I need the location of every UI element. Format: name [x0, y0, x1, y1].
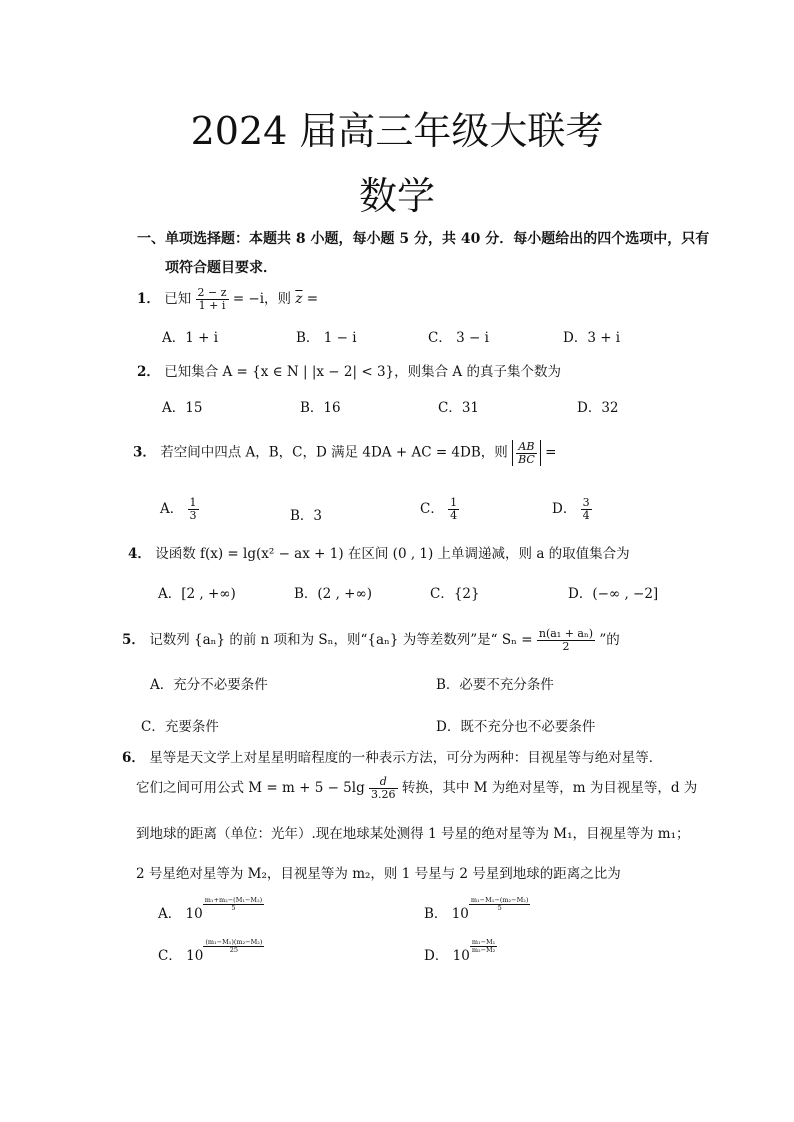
question-text: = — [545, 444, 557, 461]
question-number: 2． — [137, 364, 160, 380]
option-label: A． — [158, 906, 182, 922]
question-text: ”的 — [599, 632, 620, 648]
option-b[interactable]: B．16 — [300, 400, 341, 416]
fraction-numerator: m₁+m₂−(M₁−M₂) — [204, 896, 263, 905]
question-text: 已知 — [164, 291, 192, 307]
question-text: 它们之间可用公式 M = m + 5 − 5lg — [136, 780, 365, 796]
exam-title: 2024 届高三年级大联考 — [190, 109, 604, 153]
fraction-numerator: (m₁−M₁)(m₂−M₂) — [205, 938, 263, 947]
section-heading-line1: 一、单项选择题：本题共 8 小题，每小题 5 分，共 40 分．每小题给出的四个选项中，只有 — [137, 231, 710, 247]
fraction-denominator: 3.26 — [371, 788, 396, 801]
question-2 — [137, 360, 561, 380]
option-d[interactable]: D．(−∞ , −2] — [568, 586, 659, 602]
section-heading-line2: 项符合题目要求． — [165, 260, 277, 276]
question-6-line3: 到地球的距离（单位：光年）.现在地球某处测得 1 号星的绝对星等为 M₁，目视星等为 m₁； — [136, 826, 690, 842]
option-c[interactable]: C．{2} — [430, 586, 480, 602]
option-c[interactable]: C．31 — [438, 400, 480, 416]
fraction-denominator: m₂−M₂ — [471, 946, 496, 954]
option-label: C． — [420, 501, 444, 517]
fraction-denominator: 5 — [231, 904, 236, 912]
option-c[interactable]: C． 3 − i — [428, 330, 489, 346]
fraction-denominator: 25 — [229, 946, 239, 954]
option-b[interactable] — [424, 896, 530, 922]
question-6-line4: 2 号星绝对星等为 M₂，目视星等为 m₂，则 1 号星与 2 号星到地球的距离之比为 — [136, 866, 621, 882]
fraction-denominator: 4 — [582, 509, 590, 522]
question-text: 星等是天文学上对星星明暗程度的一种表示方法，可分为两种：目视星等与绝对星等． — [149, 750, 663, 766]
fraction-denominator: 3 — [189, 509, 197, 522]
exponent-fraction — [203, 897, 264, 912]
power-base: 10 — [452, 948, 470, 964]
fraction-numerator: m₁−M₁ — [471, 938, 496, 947]
question-text: 设函数 f(x) = lg(x² − ax + 1) 在区间 (0 , 1) 上单调递减，则 a 的取值集合为 — [155, 546, 630, 562]
option-c[interactable]: C．充要条件 — [141, 719, 219, 735]
option-a[interactable]: A．15 — [162, 400, 203, 416]
fraction — [188, 497, 199, 521]
fraction-denominator: 2 — [562, 640, 570, 653]
vector-ratio — [512, 440, 541, 466]
conjugate-z: $\overline{z}$ — [295, 291, 303, 307]
question-text: 记数列 {aₙ} 的前 n 项和为 Sₙ，则“{aₙ} 为等差数列”是“ Sₙ = — [149, 632, 533, 648]
question-1 — [137, 287, 318, 312]
option-d[interactable]: D．32 — [577, 400, 619, 416]
option-label: C． — [158, 948, 182, 964]
option-d[interactable]: D．既不充分也不必要条件 — [436, 719, 596, 735]
option-d[interactable] — [552, 497, 592, 522]
question-number: 4． — [128, 546, 151, 562]
question-text: 已知集合 A = {x ∈ N | |x − 2| < 3}，则集合 A 的真子集个数为 — [164, 364, 561, 380]
fraction-numerator: n(a₁ + aₙ) — [538, 627, 594, 641]
option-a[interactable]: A．充分不必要条件 — [150, 677, 268, 693]
question-5 — [122, 628, 620, 653]
option-b[interactable]: B． 1 − i — [296, 330, 357, 346]
fraction-numerator: m₁−M₁−(m₂−M₂) — [470, 896, 529, 905]
fraction-denominator: 5 — [497, 904, 502, 912]
question-text: = −i，则 — [232, 291, 292, 307]
exponent-fraction — [469, 897, 530, 912]
fraction — [369, 776, 398, 800]
fraction-numerator: 1 — [450, 496, 458, 510]
fraction — [581, 497, 592, 521]
power-base: 10 — [451, 906, 469, 922]
question-number: 5． — [122, 632, 145, 648]
question-number: 1． — [137, 291, 160, 307]
exponent-fraction — [470, 939, 497, 954]
option-a[interactable] — [160, 497, 199, 522]
option-c[interactable] — [158, 938, 264, 964]
power-base: 10 — [186, 948, 204, 964]
option-label: D． — [552, 501, 577, 517]
question-3 — [133, 440, 556, 466]
fraction-numerator: 1 — [189, 496, 197, 510]
question-number: 6． — [122, 750, 145, 766]
option-a[interactable] — [158, 896, 264, 922]
question-4 — [128, 542, 630, 562]
fraction-denominator: 1 + i — [198, 299, 226, 312]
question-text: 若空间中四点 A，B，C，D 满足 4DA + AC = 4DB，则 — [160, 444, 508, 461]
fraction-numerator: 2 − z — [197, 286, 227, 300]
option-d[interactable]: D．3 + i — [563, 330, 621, 346]
option-label: A． — [160, 501, 184, 517]
option-b[interactable]: B．3 — [290, 508, 323, 524]
option-a[interactable]: A．1 + i — [162, 330, 219, 346]
question-number: 3． — [133, 444, 156, 461]
option-label: B． — [424, 906, 448, 922]
question-text: 转换，其中 M 为绝对星等，m 为目视星等，d 为 — [401, 780, 698, 796]
question-6-line2 — [136, 776, 697, 801]
option-b[interactable]: B．(2 , +∞) — [294, 586, 372, 602]
exponent-fraction — [203, 939, 264, 954]
fraction — [196, 287, 229, 311]
option-c[interactable] — [420, 497, 459, 522]
question-6-line1 — [122, 746, 662, 766]
fraction-denominator: 4 — [450, 509, 458, 522]
question-text: = — [306, 291, 319, 307]
fraction-denominator: BC — [518, 452, 535, 466]
option-a[interactable]: A．[2 , +∞) — [158, 586, 236, 602]
fraction — [448, 497, 459, 521]
option-d[interactable] — [424, 938, 497, 964]
power-base: 10 — [185, 906, 203, 922]
fraction-numerator: AB — [516, 441, 537, 454]
option-label: D． — [424, 948, 449, 964]
fraction — [537, 628, 595, 652]
fraction-numerator: 3 — [582, 496, 590, 510]
option-b[interactable]: B．必要不充分条件 — [436, 677, 554, 693]
subject-title: 数学 — [358, 174, 435, 218]
fraction-numerator: d — [369, 776, 398, 789]
